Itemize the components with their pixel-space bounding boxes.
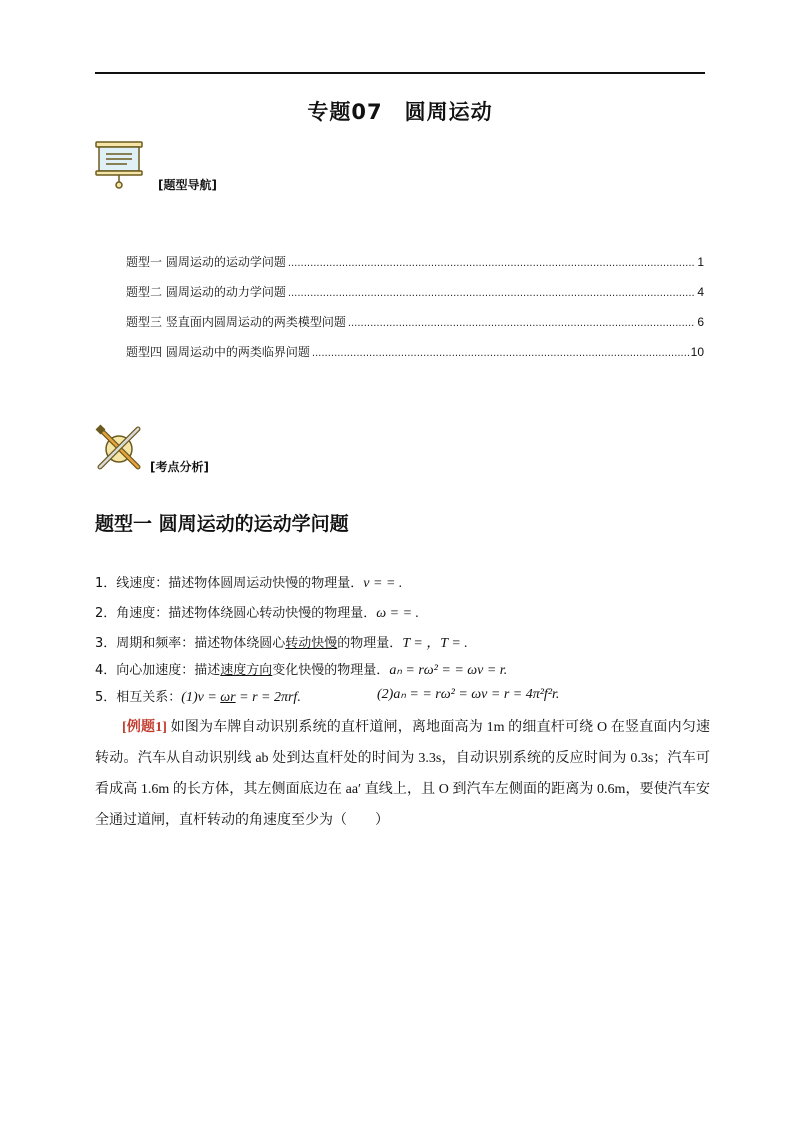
list-item: [95, 572, 402, 592]
toc-entry-label: 题型二 圆周运动的动力学问题: [126, 285, 286, 299]
toc-entry-label: 题型一 圆周运动的运动学问题: [126, 255, 286, 269]
toc-page-number: 6: [697, 315, 704, 329]
toc-page-number: 10: [690, 345, 704, 359]
analysis-heading: [考点分析]: [150, 460, 209, 474]
item-formula: = r = 2πrf.: [235, 690, 301, 705]
example-text: 如图为车牌自动识别系统的直杆道闸，离地面高为 1m 的细直杆可绕 O 在竖直面内匀速转动。汽车从自动识别线 ab 处到达直杆处的时间为 3.3s，自动识别系统的反应时间为 0.3s；汽车可看成高 1.6m 的长方体，其左侧面底边在 aa′ 直线上，且 O 到汽车左侧面的距离为 0.6m，要使汽车安全通过道闸，直杆转动的角速度至少为（ ）: [95, 720, 711, 828]
toc-page-number: 1: [697, 255, 704, 269]
presentation-board-icon: [95, 140, 145, 194]
item-formula: aₙ = rω² = = ωv = r.: [389, 663, 508, 678]
item-text: 1．线速度：描述物体圆周运动快慢的物理量．: [95, 576, 364, 591]
list-item: [95, 686, 301, 706]
item-formula: (1)v =: [181, 690, 221, 705]
toc-entry[interactable]: [126, 283, 704, 313]
section-title: 题型一 圆周运动的运动学问题: [95, 513, 349, 535]
item-text: 4．向心加速度：描述: [95, 663, 221, 678]
page-title: 专题07 圆周运动: [307, 100, 493, 124]
item-underlined: 速度方向: [220, 663, 273, 678]
nav-heading: [题型导航]: [158, 178, 217, 192]
toc-page-number: 4: [697, 285, 704, 299]
toc-leader: [288, 288, 695, 299]
table-of-contents: [126, 253, 704, 373]
item-text: 的物理量．: [337, 636, 403, 651]
top-rule: [95, 72, 705, 74]
list-item: [95, 602, 419, 622]
toc-entry-label: 题型四 圆周运动中的两类临界问题: [126, 345, 310, 359]
item-underlined: 转动快慢: [285, 636, 338, 651]
toc-leader: [288, 258, 695, 269]
toc-entry-label: 题型三 竖直面内圆周运动的两类模型问题: [126, 315, 346, 329]
item-formula: T = ，T = .: [402, 636, 468, 651]
example-paragraph: [95, 712, 710, 836]
list-item: [95, 632, 468, 652]
list-item: [95, 659, 507, 679]
item-formula: (2)aₙ = = rω² = ωv = r = 4π²f²r.: [377, 687, 560, 702]
toc-entry[interactable]: [126, 343, 704, 373]
tools-cross-icon: [95, 424, 143, 476]
toc-leader: [348, 318, 695, 329]
item-text: 3．周期和频率：描述物体绕圆心: [95, 636, 286, 651]
item-text: 2．角速度：描述物体绕圆心转动快慢的物理量．: [95, 606, 377, 621]
item-formula: v = = .: [363, 576, 403, 591]
toc-entry[interactable]: [126, 313, 704, 343]
example-label: [例题1]: [122, 720, 167, 735]
toc-leader: [312, 348, 689, 359]
toc-entry[interactable]: [126, 253, 704, 283]
item-formula-underlined: ωr: [220, 690, 236, 705]
item-formula: ω = = .: [376, 606, 420, 621]
item-text: 5．相互关系：: [95, 690, 182, 705]
list-item: [377, 686, 559, 703]
item-text: 变化快慢的物理量．: [272, 663, 390, 678]
